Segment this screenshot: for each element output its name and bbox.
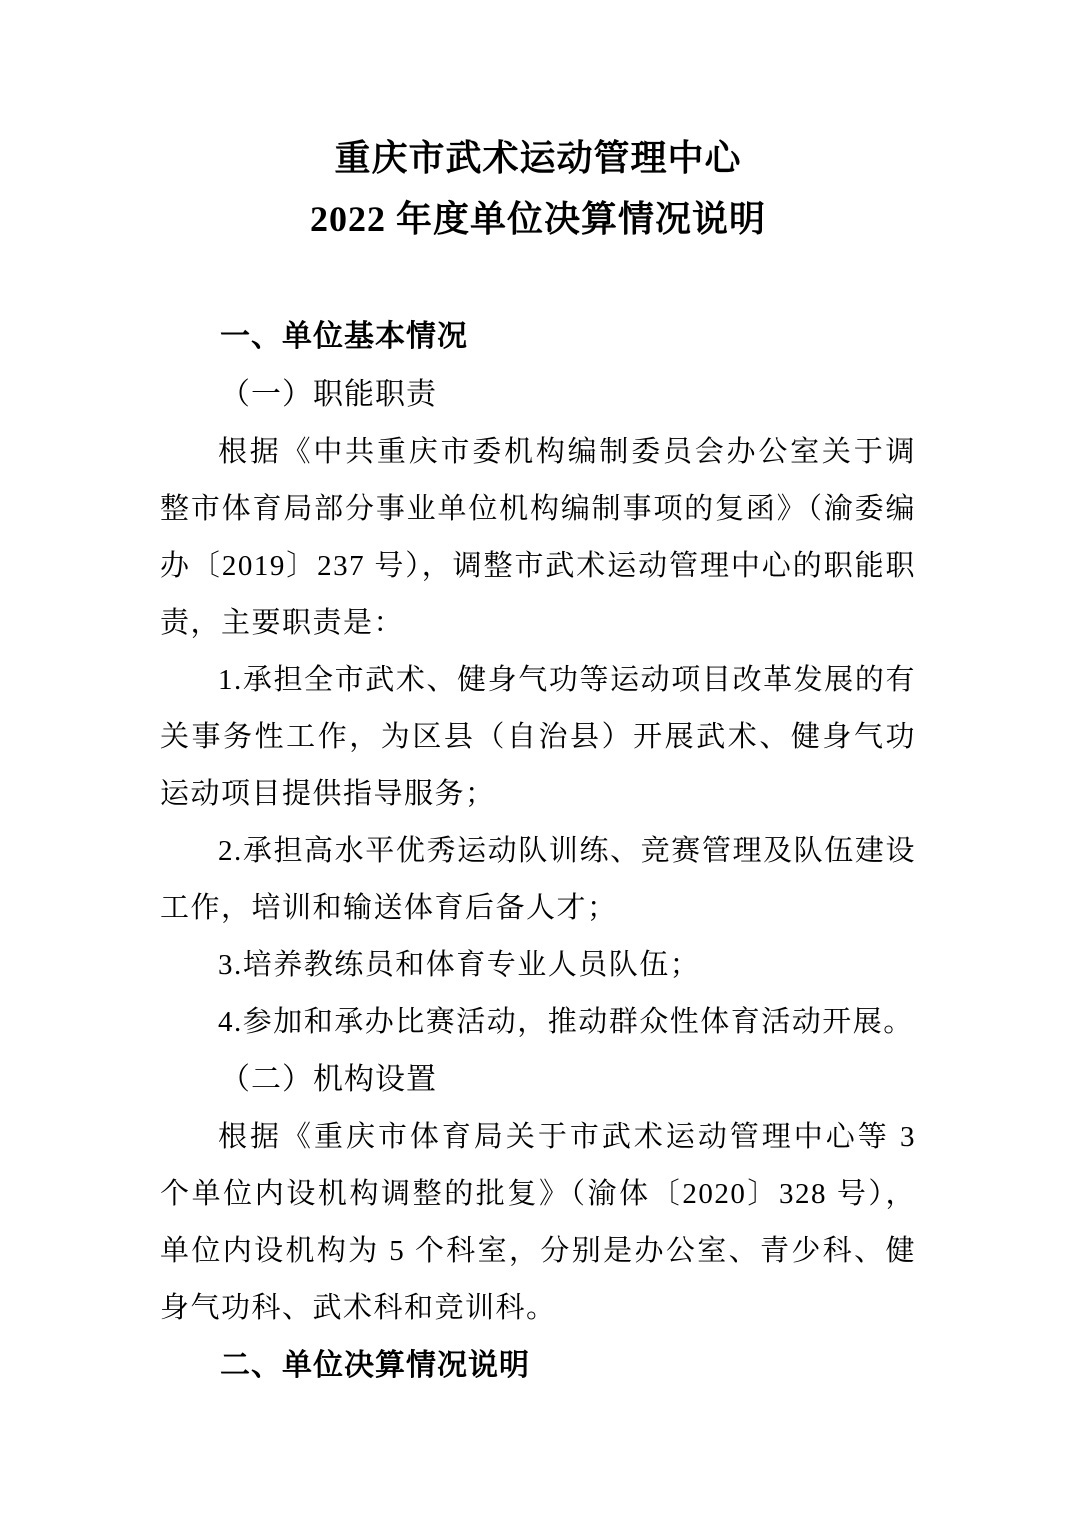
document-title xyxy=(160,128,916,250)
document-content xyxy=(160,128,916,1395)
paragraph-duty-item-2: 2.承担高水平优秀运动队训练、竞赛管理及队伍建设工作，培训和输送体育后备人才； xyxy=(160,835,916,924)
title-body-spacer xyxy=(160,250,916,308)
subheading-organization-setup: （二）机构设置 xyxy=(220,1063,437,1096)
title-line-2: 2022 年度单位决算情况说明 xyxy=(309,199,766,239)
paragraph-duty-item-4: 4.参加和承办比赛活动，推动群众性体育活动开展。 xyxy=(218,1006,914,1038)
title-line-1: 重庆市武术运动管理中心 xyxy=(334,138,742,178)
section-heading-unit-basic-info: 一、单位基本情况 xyxy=(220,320,468,353)
section-heading-final-accounts: 二、单位决算情况说明 xyxy=(220,1349,530,1382)
paragraph-duties-basis: 根据《中共重庆市委机构编制委员会办公室关于调整市体育局部分事业单位机构编制事项的复函》（渝委编办〔2019〕237 号），调整市武术运动管理中心的职能职责，主要职责是： xyxy=(160,436,916,639)
paragraph-duty-item-3: 3.培养教练员和体育专业人员队伍； xyxy=(218,949,701,981)
subheading-functions-duties: （一）职能职责 xyxy=(220,378,437,411)
paragraph-duty-item-1: 1.承担全市武术、健身气功等运动项目改革发展的有关事务性工作，为区县（自治县）开展武术、健身气功运动项目提供指导服务； xyxy=(160,664,916,810)
paragraph-organization-detail: 根据《重庆市体育局关于市武术运动管理中心等 3 个单位内设机构调整的批复》（渝体〔2020〕328 号），单位内设机构为 5 个科室，分别是办公室、青少科、健身气功科、武术科和竞训科。 xyxy=(160,1121,916,1324)
